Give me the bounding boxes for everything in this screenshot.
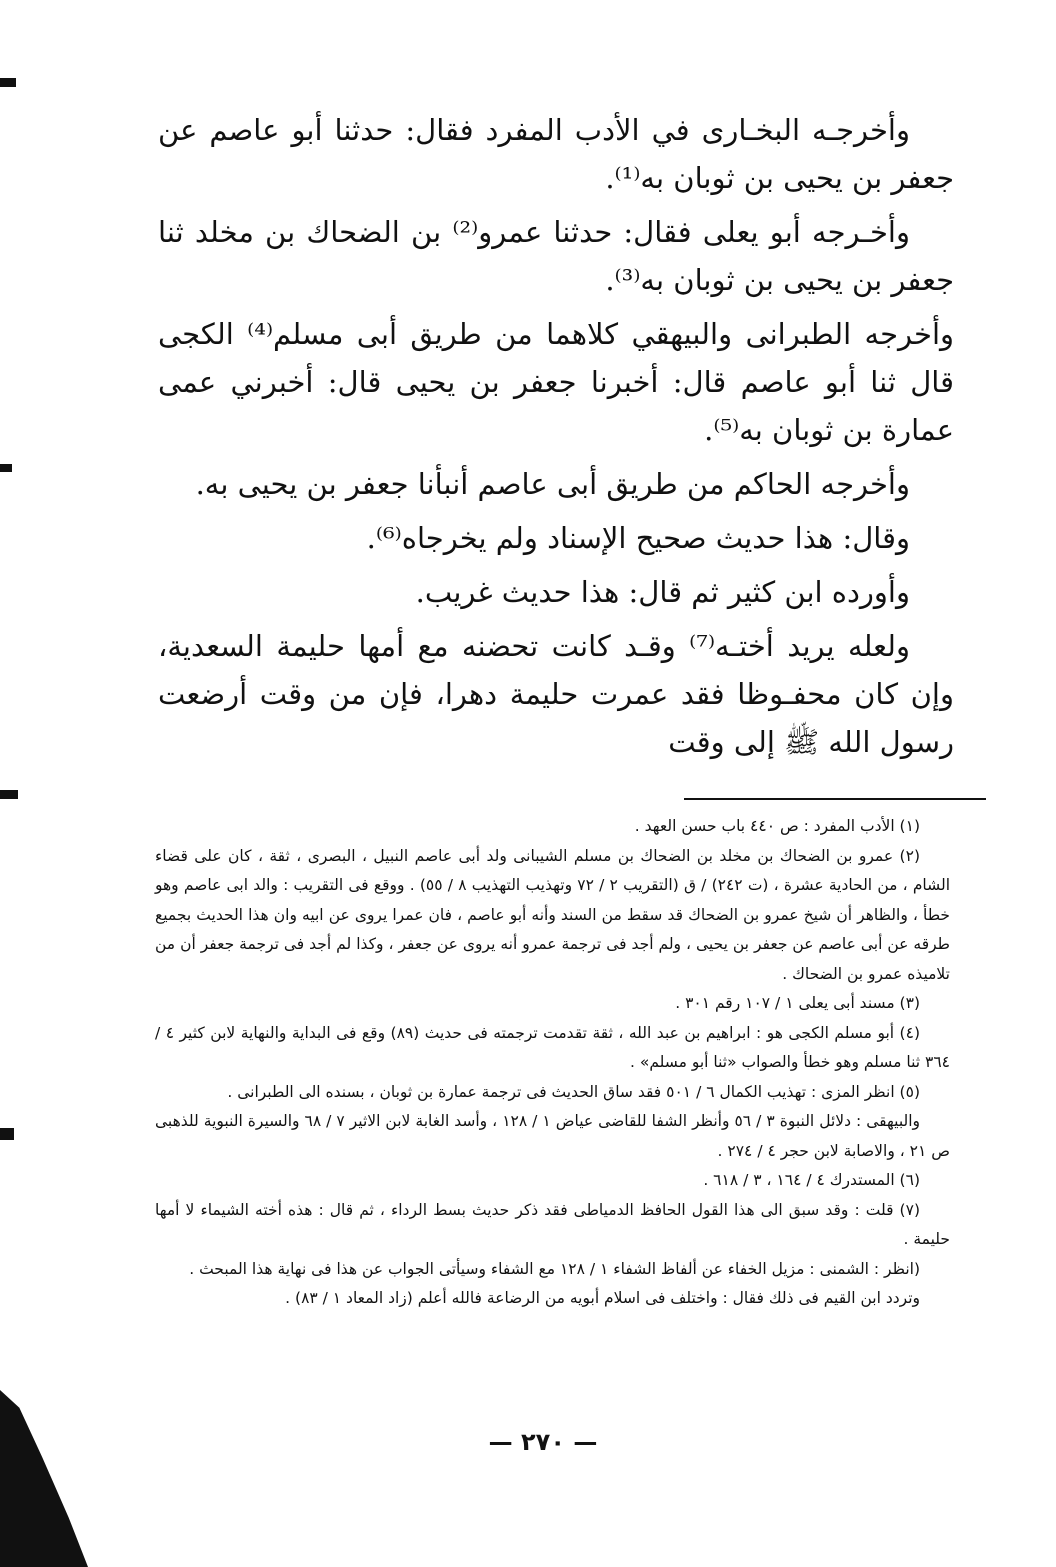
footnote: (انظر : الشمنى : مزيل الخفاء عن ألفاظ الشفاء ١ / ١٢٨ مع الشفاء وسيأتى الجواب عن هذا فى نهاية هذا المبحث . bbox=[189, 1259, 920, 1278]
footnote: (٦) المستدرك ٤ / ١٦٤ ، ٣ / ٦١٨ . bbox=[703, 1171, 920, 1189]
footnote: وتردد ابن القيم فى ذلك فقال : واختلف فى اسلام أبويه من الرضاعة فالله أعلم (زاد المعاد ١ / ٨٣) . bbox=[285, 1289, 920, 1307]
scan-edge-mark bbox=[0, 464, 12, 472]
main-paragraph: وأخـرجه أبو يعلى فقال: حدثنا عمرو⁽²⁾ بن الضحاك بن مخلد ثنا جعفر بن يحيى بن ثوبان به⁽³⁾. bbox=[158, 215, 954, 297]
main-paragraph: ولعله يريد أختـه⁽⁷⁾ وقـد كانت تحضنه مع أمها حليمة السعدية، وإن كان محفـوظا فقد عمرت حليمة دهرا، فإن من وقت أرضعت رسول الله ﷺ إلى وقت bbox=[158, 629, 954, 759]
main-paragraph: وأخرجه الطبرانى والبيهقي كلاهما من طريق أبى مسلم⁽⁴⁾ الكجى قال ثنا أبو عاصم قال: أخبرنا جعفر بن يحيى قال: أخبرني عمى عمارة بن ثوبان به⁽⁵⁾. bbox=[158, 317, 955, 447]
scan-corner-shadow bbox=[0, 1390, 88, 1567]
footnote: (٧) قلت : وقد سبق الى هذا القول الحافظ الدمياطى فقد ذكر حديث بسط الرداء ، ثم قال : هذه أخته الشيماء لا أمها حليمة . bbox=[155, 1200, 950, 1248]
scan-edge-mark bbox=[0, 1128, 14, 1140]
page-number: — ٢٧٠ — bbox=[488, 1428, 598, 1456]
main-paragraph: وأخرجه الحاكم من طريق أبى عاصم أنبأنا جعفر بن يحيى به. bbox=[195, 467, 910, 501]
scan-edge-mark bbox=[0, 78, 16, 87]
footnote: (٤) أبو مسلم الكجى هو : ابراهيم بن عبد الله ، ثقة تقدمت ترجمته فى حديث (٨٩) وقع فى البداية والنهاية لابن كثير ٤ / ٣٦٤ ثنا مسلم وهو خطأ والصواب «ثنا أبو مسلم» . bbox=[155, 1023, 950, 1071]
main-paragraph: وقال: هذا حديث صحيح الإسناد ولم يخرجاه⁽⁶⁾. bbox=[366, 521, 910, 555]
footnote: (١) الأدب المفرد : ص ٤٤٠ باب حسن العهد . bbox=[634, 817, 920, 835]
main-paragraph: وأخرجـه البخـارى في الأدب المفرد فقال: حدثنا أبو عاصم عن جعفر بن يحيى بن ثوبان به⁽¹⁾. bbox=[158, 113, 954, 195]
main-text bbox=[158, 106, 954, 772]
footnote: والبيهقى : دلائل النبوة ٣ / ٥٦ وأنظر الشفا للقاضى عياض ١ / ١٢٨ ، وأسد الغابة لابن الاثير ٧ / ٦٨ والسيرة النبوية للذهبى ص ٢١ ، والاصابة لابن حجر ٤ / ٢٧٤ . bbox=[155, 1112, 950, 1160]
scan-edge-mark bbox=[0, 790, 18, 799]
footnote: (٢) عمرو بن الضحاك بن مخلد بن الضحاك بن مسلم الشيبانى ولد أبى عاصم النبيل ، البصرى ، ثقة ، كان على قضاء الشام ، من الحادية عشرة ، (ت ٢٤٢) / ق (التقريب ٢ / ٧٢ وتهذيب التهذيب ٨ / ٥٥) . ووقع فى التقريب : والد ابى عاصم وهو خطأ ، والظاهر أن شيخ عمرو بن الضحاك قد سقط من السند وأنه أبو عاصم ، فان عمرا يروى عن ابيه وان هذا الحديث بجميع طرقه عن أبى عاصم عن جعفر بن يحيى ، ولم أجد فى ترجمة عمرو أنه يروى عن جعفر ، وكذا لم أجد فى ترجمة جعفر أن من تلاميذه عمرو بن الضحاك . bbox=[155, 846, 950, 983]
footnotes bbox=[155, 812, 950, 1314]
footnote-separator bbox=[684, 798, 986, 800]
main-paragraph: وأورده ابن كثير ثم قال: هذا حديث غريب. bbox=[415, 575, 910, 609]
footnote: (٣) مسند أبى يعلى ١ / ١٠٧ رقم ٣٠١ . bbox=[675, 994, 920, 1012]
footnote: (٥) انظر المزى : تهذيب الكمال ٦ / ٥٠١ فقد ساق الحديث فى ترجمة عمارة بن ثوبان ، بسنده الى الطبرانى . bbox=[227, 1082, 920, 1101]
